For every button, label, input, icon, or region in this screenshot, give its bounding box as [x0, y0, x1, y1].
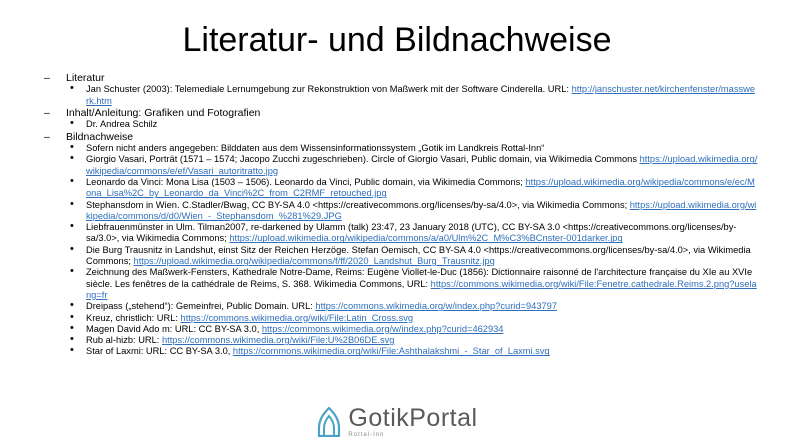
- reference-entry: [66, 222, 758, 245]
- reference-section: [42, 107, 758, 131]
- reference-entry: [66, 143, 758, 154]
- reference-entry-list: [66, 84, 758, 107]
- reference-link[interactable]: https://commons.wikimedia.org/wiki/File:Latin_Cross.svg: [180, 312, 414, 323]
- reference-section: [42, 72, 758, 107]
- reference-entry: [66, 119, 758, 130]
- reference-text: Giorgio Vasari, Porträt (1571 – 1574; Jacopo Zucchi zugeschrieben). Circle of Giorgio Vasari, Public domain, via Wikimedia Commons: [86, 154, 640, 165]
- reference-entry-text: [86, 200, 758, 223]
- bullet-icon: •: [70, 299, 74, 312]
- section-heading: Bildnachweise: [66, 130, 134, 143]
- reference-link[interactable]: https://commons.wikimedia.org/wiki/File:Fenetre.cathedrale.Reims.2.png?uselang=fr: [86, 278, 757, 300]
- reference-text: Kreuz, christlich: URL:: [86, 312, 181, 323]
- bullet-icon: •: [70, 197, 74, 210]
- reference-text: Dreipass („stehend“): Gemeinfrei, Public Domain. URL:: [86, 301, 316, 312]
- bullet-icon: •: [70, 117, 74, 130]
- reference-text: Jan Schuster (2003): Telemediale Lernumgebung zur Rekonstruktion von Maßwerk mit der Software Cinderella. URL:: [86, 84, 572, 95]
- reference-entry-text: [86, 245, 758, 268]
- reference-entry-text: [86, 177, 758, 200]
- bullet-icon: •: [70, 344, 74, 357]
- reference-sections: [42, 72, 758, 358]
- reference-section: [42, 131, 758, 358]
- reference-entry: [66, 177, 758, 200]
- reference-link[interactable]: https://commons.wikimedia.org/wiki/File:Ashthalakshmi_-_Star_of_Laxmi.svg: [232, 346, 550, 357]
- bullet-icon: •: [70, 242, 74, 255]
- bullet-icon: •: [70, 265, 74, 278]
- reference-link[interactable]: https://upload.wikimedia.org/wikipedia/commons/e/ec/Mona_Lisa%2C_by_Leonardo_da_Vinci%2C_from_C2RMF_retouched.jpg: [86, 177, 755, 199]
- reference-entry: [66, 301, 758, 312]
- section-heading: Inhalt/Anleitung: Grafiken und Fotografien: [66, 107, 261, 119]
- reference-entry-list: [66, 119, 758, 130]
- reference-entry-text: [86, 119, 758, 130]
- bullet-icon: •: [70, 82, 74, 95]
- reference-text: Star of Laxmi: URL: CC BY-SA 3.0,: [86, 346, 233, 357]
- reference-text: Die Burg Trausnitz in Landshut, einst Sitz der Reichen Herzöge. Stefan Oemisch, CC BY-SA 4.0 <https://creativecommons.org/licenses/by-sa/4.0>, via Wikimedia Commons;: [86, 244, 751, 267]
- reference-entry: [66, 84, 758, 107]
- reference-entry-text: [86, 154, 758, 177]
- bullet-icon: •: [70, 141, 74, 154]
- reference-entry: [66, 346, 758, 357]
- reference-text: Rub al-hizb: URL:: [86, 335, 162, 346]
- reference-entry-text: [86, 346, 758, 357]
- reference-entry: [66, 242, 758, 268]
- logo-wordmark: GotikPortal: [348, 404, 478, 432]
- reference-entry-text: [86, 313, 758, 324]
- bullet-icon: •: [70, 321, 74, 334]
- reference-link[interactable]: https://commons.wikimedia.org/wiki/File:U%2B06DE.svg: [161, 335, 395, 346]
- reference-link[interactable]: https://upload.wikimedia.org/wikipedia/commons/f/ff/2020_Landshut_Burg_Trausnitz.jpg: [133, 256, 495, 267]
- gotik-portal-logo: [0, 406, 794, 442]
- dash-bullet-icon: –: [44, 72, 50, 84]
- reference-link[interactable]: https://upload.wikimedia.org/wikipedia/commons/d/d0/Wien_-_Stephansdom_%281%29.JPG: [86, 199, 757, 221]
- reference-entry-list: [66, 143, 758, 358]
- reference-entry-text: [86, 143, 758, 154]
- dash-bullet-icon: –: [44, 107, 50, 119]
- dash-bullet-icon: –: [44, 130, 50, 143]
- reference-entry: [66, 197, 758, 223]
- gothic-arch-icon: [316, 407, 342, 437]
- reference-entry-text: [86, 335, 758, 346]
- reference-link[interactable]: https://commons.wikimedia.org/w/index.php?curid=462934: [261, 323, 504, 334]
- bullet-icon: •: [70, 310, 74, 323]
- reference-text: Stephansdom in Wien. C.Stadler/Bwag, CC BY-SA 4.0 <https://creativecommons.org/licenses/by-sa/4.0>, via Wikimedia Commons;: [86, 199, 630, 210]
- reference-entry: [66, 154, 758, 177]
- bullet-icon: •: [70, 220, 74, 233]
- reference-text: Liebfrauenmünster in Ulm. Tilman2007, re-darkened by Ulamm (talk) 23:47, 23 January 2018 (UTC), CC BY-SA 3.0 <https://creativecommons.org/licenses/by-sa/3.0>, via Wikimedia Commons;: [86, 222, 737, 244]
- reference-text: Magen David Ado m: URL: CC BY-SA 3.0,: [86, 323, 262, 334]
- reference-entry-text: [86, 267, 758, 301]
- reference-text: Sofern nicht anders angegeben: Bilddaten aus dem Wissensinformationssystem „Gotik im Landkreis Rottal-Inn“: [86, 143, 545, 154]
- reference-entry: [66, 321, 758, 335]
- reference-entry-text: [86, 84, 758, 107]
- reference-entry-text: [86, 324, 758, 335]
- logo-subtitle: Rottal-Inn: [348, 432, 385, 438]
- reference-text: Leonardo da Vinci: Mona Lisa (1503 – 1506). Leonardo da Vinci, Public domain, via Wikimedia Commons;: [86, 177, 526, 187]
- reference-link[interactable]: https://upload.wikimedia.org/wikipedia/commons/a/a0/Ulm%2C_M%C3%BCnster-001darker.jpg: [229, 233, 623, 244]
- references-body: [42, 72, 758, 358]
- page-title: Literatur- und Bildnachweise: [182, 21, 612, 59]
- reference-entry-text: [86, 222, 758, 245]
- reference-entry-text: [86, 301, 758, 312]
- reference-entry: [66, 310, 758, 324]
- reference-entry: [66, 335, 758, 346]
- reference-text: Zeichnung des Maßwerk-Fensters, Kathedrale Notre-Dame, Reims: Eugène Viollet-le-Duc (1856): Dictionnaire raisonné de l'architecture française du XIe au XVIe siècle. Les fenêtres de la cathédrale de Reims, S. 368. Wikimedia Commons, URL:: [86, 267, 753, 289]
- section-heading: Literatur: [66, 72, 105, 84]
- bullet-icon: •: [70, 175, 74, 187]
- bullet-icon: •: [70, 333, 74, 346]
- reference-text: Dr. Andrea Schilz: [86, 119, 158, 130]
- reference-link[interactable]: https://commons.wikimedia.org/w/index.php?curid=943797: [315, 301, 557, 312]
- bullet-icon: •: [70, 152, 74, 165]
- reference-entry: [66, 267, 758, 301]
- reference-link[interactable]: https://upload.wikimedia.org/wikipedia/commons/e/ef/Vasari_autoritratto.jpg: [86, 154, 758, 176]
- reference-link[interactable]: http://janschuster.net/kirchenfenster/masswerk.htm: [86, 84, 756, 106]
